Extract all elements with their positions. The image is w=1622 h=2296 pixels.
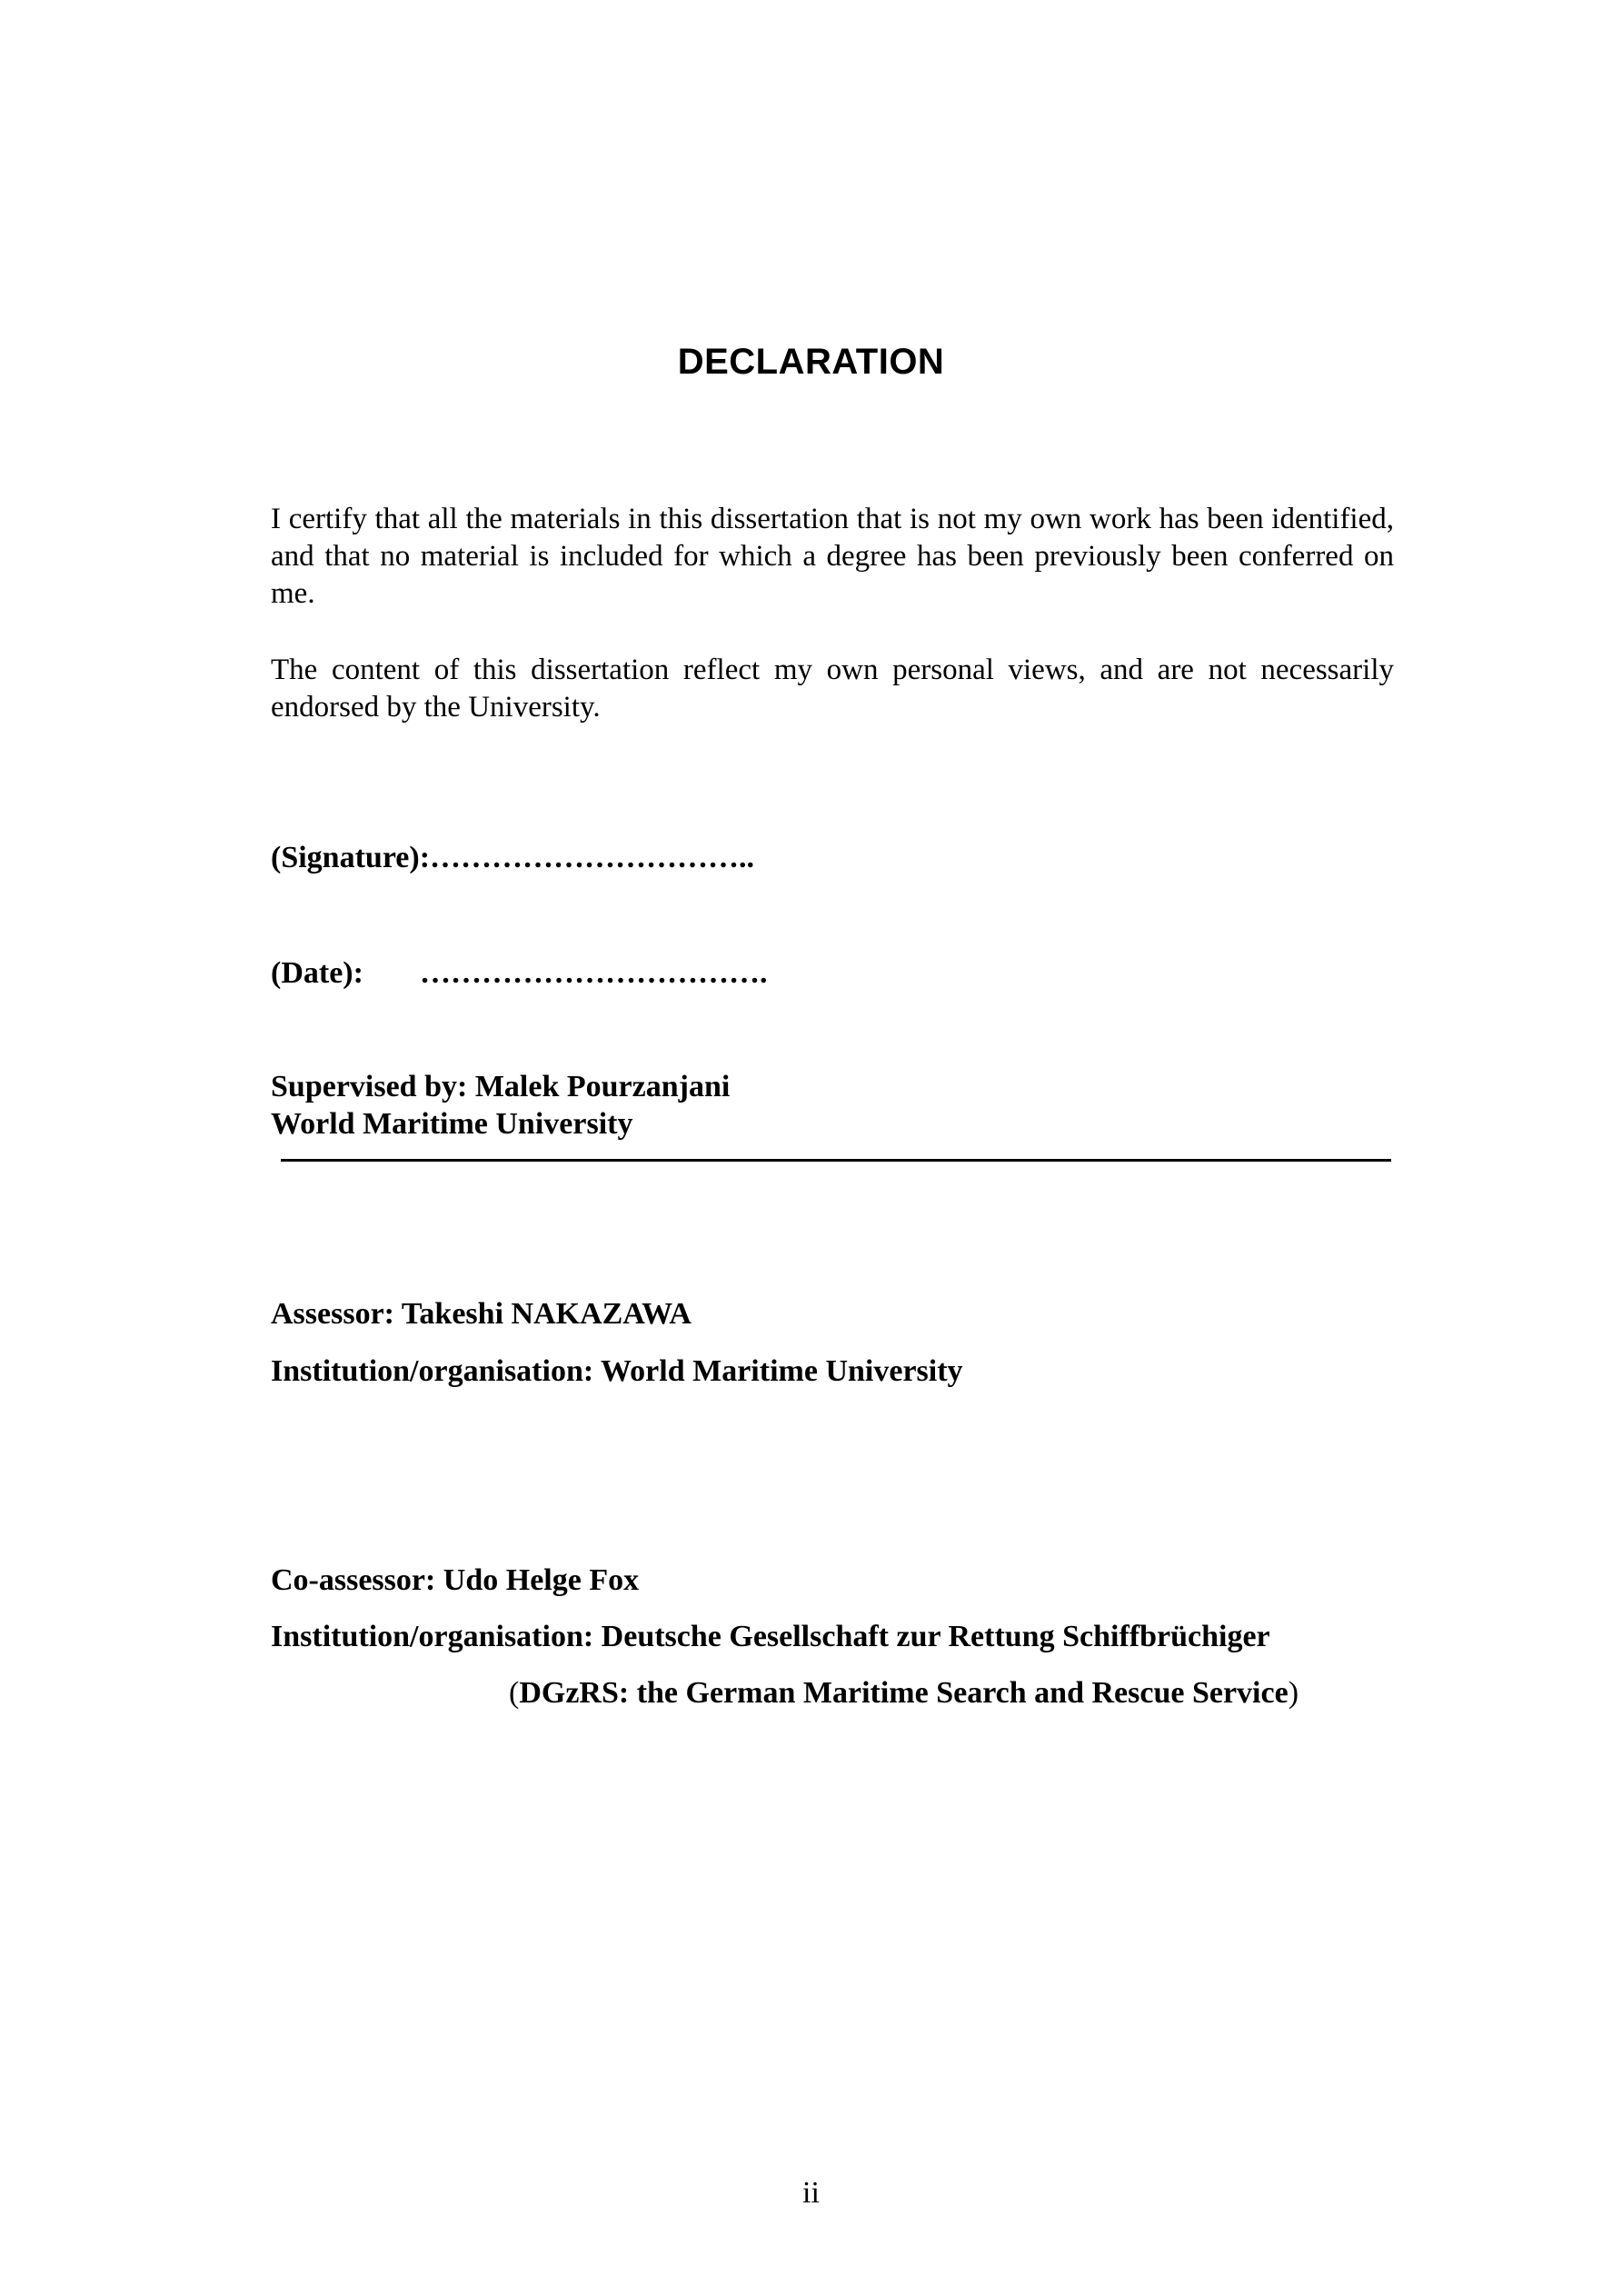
date-blank: ……………………………. xyxy=(420,956,768,990)
note-close-paren: ) xyxy=(1288,1676,1299,1710)
horizontal-rule xyxy=(281,1159,1391,1162)
declaration-paragraph-2: The content of this dissertation reflect my own personal views, and are not necessarily endorsed by the University. xyxy=(271,654,1394,724)
signature-line: (Signature):………………………….. xyxy=(271,841,755,874)
assessor-line: Assessor: Takeshi NAKAZAWA xyxy=(271,1297,692,1331)
page-number: ii xyxy=(802,2176,820,2210)
date-label: (Date): xyxy=(271,956,363,990)
page-title: DECLARATION xyxy=(677,342,945,382)
coassessor-institution-note xyxy=(509,1674,1299,1712)
note-open-paren: ( xyxy=(509,1676,520,1710)
declaration-paragraph-1: I certify that all the materials in this dissertation that is not my own work has been identified, and that no material is included for which a degree has been previously been conferred on me. xyxy=(271,503,1394,610)
note-text: DGzRS: the German Maritime Search and Rescue Service xyxy=(519,1676,1289,1710)
assessor-institution: Institution/organisation: World Maritime University xyxy=(271,1354,963,1388)
supervisor-line: Supervised by: Malek Pourzanjani xyxy=(271,1070,731,1103)
coassessor-line: Co-assessor: Udo Helge Fox xyxy=(271,1563,640,1597)
coassessor-institution: Institution/organisation: Deutsche Gesellschaft zur Rettung Schiffbrüchiger xyxy=(271,1620,1270,1653)
supervisor-institution: World Maritime University xyxy=(271,1107,633,1141)
